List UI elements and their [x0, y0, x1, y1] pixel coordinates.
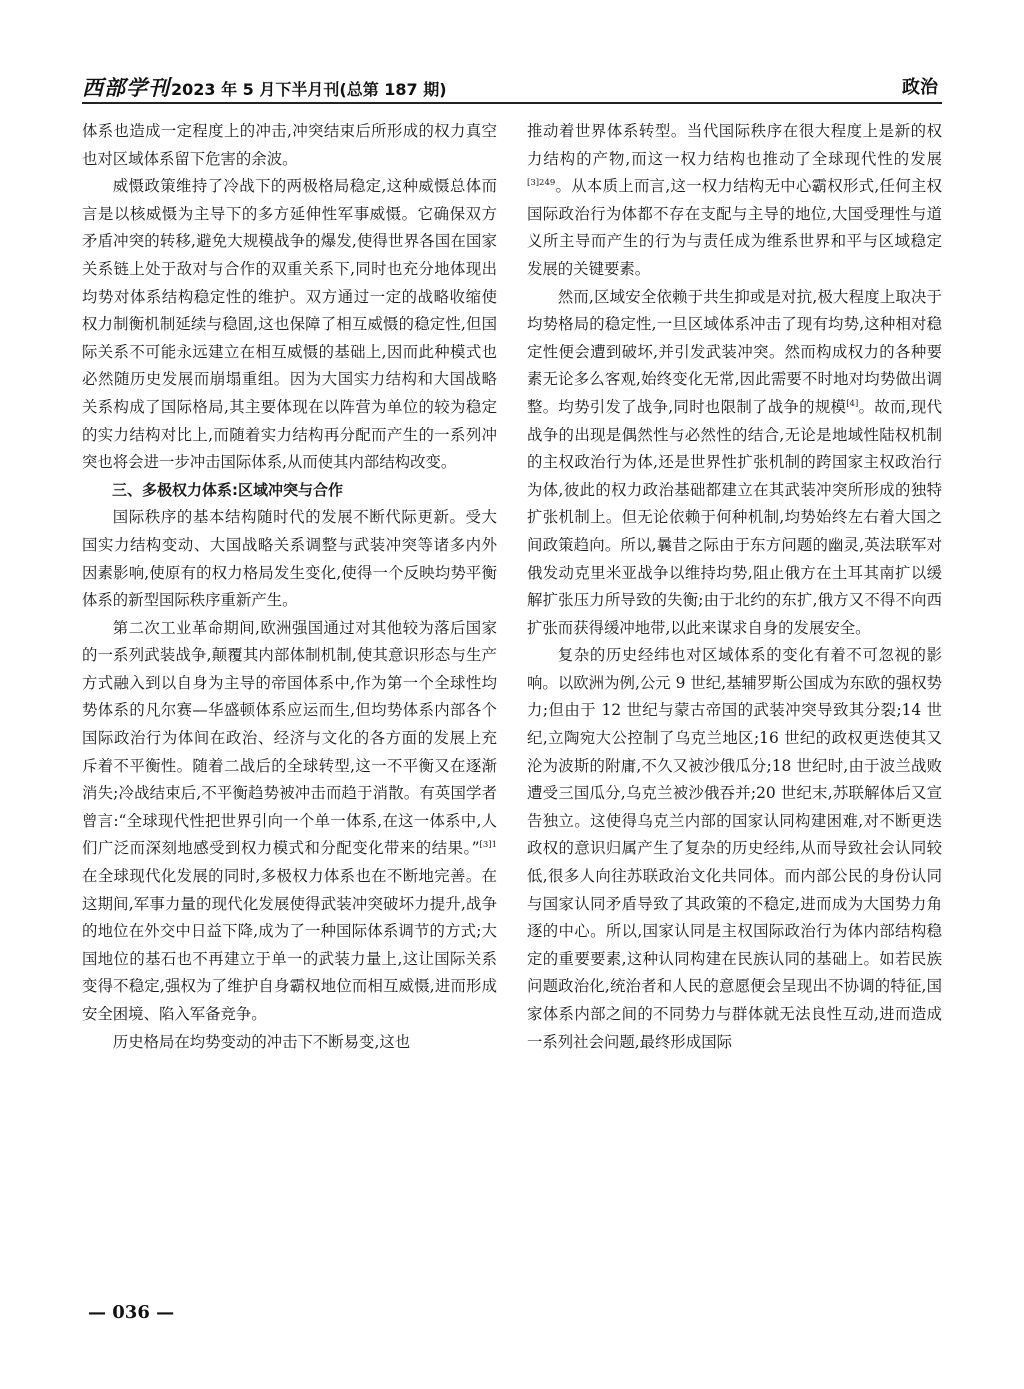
page-header: [82, 66, 942, 106]
journal-logo: 西部学刊: [82, 75, 170, 100]
paragraph-text: 第二次工业革命期间,欧洲强国通过对其他较为落后国家的一系列武装战争,颠覆其内部体制机制,使其意识形态与生产方式融入到以自身为主导的帝国体系中,作为第一个全球性均势体系的凡尔赛—华盛顿体系应运而生,但均势体系内部各个国际政治行为体间在政治、经济与文化的各方面的发展上充斥着不平衡性。随着二战后的全球转型,这一不平衡又在逐渐消失;冷战结束后,不平衡趋势被冲击而趋于消散。有英国学者曾言:“全球现代性把世界引向一个单一体系,在这一体系中,人们广泛而深刻地感受到权力模式和分配变化带来的结果。”: [82, 618, 497, 858]
right-column: [527, 118, 942, 1318]
paragraph: 复杂的历史经纬也对区域体系的变化有着不可忽视的影响。以欧洲为例,公元 9 世纪,基辅罗斯公国成为东欧的强权势力;但由于 12 世纪与蒙古帝国的武装冲突导致其分裂;14 世纪,立陶宛大公控制了乌克兰地区;16 世纪的政权更迭使其又沦为波斯的附庸,不久又被沙俄瓜分;18 世纪时,由于波兰战败遭受三国瓜分,乌克兰被沙俄吞并;20 世纪末,苏联解体后又宣告独立。这使得乌克兰内部的国家认同构建困难,对不断更迭政权的意识归属产生了复杂的历史经纬,从而导致社会认同较低,很多人向往苏联政治文化共同体。而内部公民的身份认同与国家认同矛盾导致了其政策的不稳定,进而成为大国势力角逐的中心。所以,国家认同是主权国际政治行为体内部结构稳定的重要要素,这种认同构建在民族认同的基础上。如若民族问题政治化,统治者和人民的意愿便会呈现出不协调的特征,国家体系内部之间的不同势力与群体就无法良性互动,进而造成一系列社会问题,最终形成国际: [527, 646, 942, 1051]
section-heading: 三、多极权力体系:区域冲突与合作: [112, 480, 344, 499]
paragraph: 历史格局在均势变动的冲击下不断易变,这也: [112, 1032, 411, 1051]
left-column: [82, 118, 497, 1318]
paragraph: [527, 118, 942, 284]
paragraph-text: 推动着世界体系转型。当代国际秩序在很大程度上是新的权力结构的产物,而这一权力结构也推动了全球现代性的发展: [527, 122, 942, 168]
header-divider: [82, 102, 942, 104]
paragraph-text: 。故而,现代战争的出现是偶然性与必然性的结合,无论是地域性陆权机制的主权政治行为体,还是世界性扩张机制的跨国家主权政治行为体,彼此的权力政治基础都建立在其武装冲突所形成的独特扩张机制上。但无论依赖于何种机制,均势始终左右着大国之间政策趋向。所以,曩昔之际由于东方问题的幽灵,英法联军对俄发动克里米亚战争以维持均势,阻止俄方在土耳其南扩以缓解扩张压力所导致的失衡;由于北约的东扩,俄方又不得不向西扩张而获得缓冲地带,以此来谋求自身的发展安全。: [527, 397, 942, 637]
paragraph: 威慑政策维持了冷战下的两极格局稳定,这种威慑总体而言是以核威慑为主导下的多方延伸性军事威慑。它确保双方矛盾冲突的转移,避免大规模战争的爆发,使得世界各国在国家关系链上处于敌对与合作的双重关系下,同时也充分地体现出均势对体系结构稳定性的维护。双方通过一定的战略收缩使权力制衡机制延续与稳固,这也保障了相互威慑的稳定性,但国际关系不可能永远建立在相互威慑的基础上,因而此种模式也必然随历史发展而崩塌重组。因为大国实力结构和大国战略关系构成了国际格局,其主要体现在以阵营为单位的较为稳定的实力结构对比上,而随着实力结构再分配而产生的一系列冲突也将会进一步冲击国际体系,从而使其内部结构改变。: [82, 177, 497, 472]
citation-marker: [3]249: [527, 178, 556, 189]
paragraph: 体系也造成一定程度上的冲击,冲突结束后所形成的权力真空也对区域体系留下危害的余波。: [82, 122, 497, 168]
citation-marker: [3]1: [479, 840, 497, 851]
paragraph-text: 在全球现代化发展的同时,多极权力体系也在不断地完善。在这期间,军事力量的现代化发展使得武装冲突破坏力提升,战争的地位在外交中日益下降,成为了一种国际体系调节的方式;大国地位的基石也不再建立于单一的武装力量上,这让国际关系变得不稳定,强权为了维护自身霸权地位而相互威慑,进而形成安全困境、陷入军备竞争。: [82, 867, 497, 1023]
paragraph: [82, 615, 497, 1029]
page-number: — 036 —: [88, 1302, 175, 1323]
paragraph-text: 然而,区域安全依赖于共生抑或是对抗,极大程度上取决于均势格局的稳定性,一旦区域体系冲击了现有均势,这种相对稳定性便会遭到破坏,并引发武装冲突。然而构成权力的各种要素无论多么客观,始终变化无常,因此需要不时地对均势做出调整。均势引发了战争,同时也限制了战争的规模: [527, 287, 942, 416]
journal-masthead: [82, 72, 447, 102]
paragraph: [527, 284, 942, 643]
paragraph: 国际秩序的基本结构随时代的发展不断代际更新。受大国实力结构变动、大国战略关系调整与武装冲突等诸多内外因素影响,使原有的权力格局发生变化,使得一个反映均势平衡体系的新型国际秩序重新产生。: [82, 508, 497, 610]
citation-marker: [4]: [846, 398, 859, 409]
paragraph-text: 。从本质上而言,这一权力结构无中心霸权形式,任何主权国际政治行为体都不存在支配与主导的地位,大国受理性与道义所主导而产生的行为与责任成为维系世界和平与区域稳定发展的关键要素。: [527, 177, 942, 278]
issue-info: 2023 年 5 月下半月刊(总第 187 期): [171, 80, 447, 99]
section-label: 政治: [902, 77, 938, 98]
